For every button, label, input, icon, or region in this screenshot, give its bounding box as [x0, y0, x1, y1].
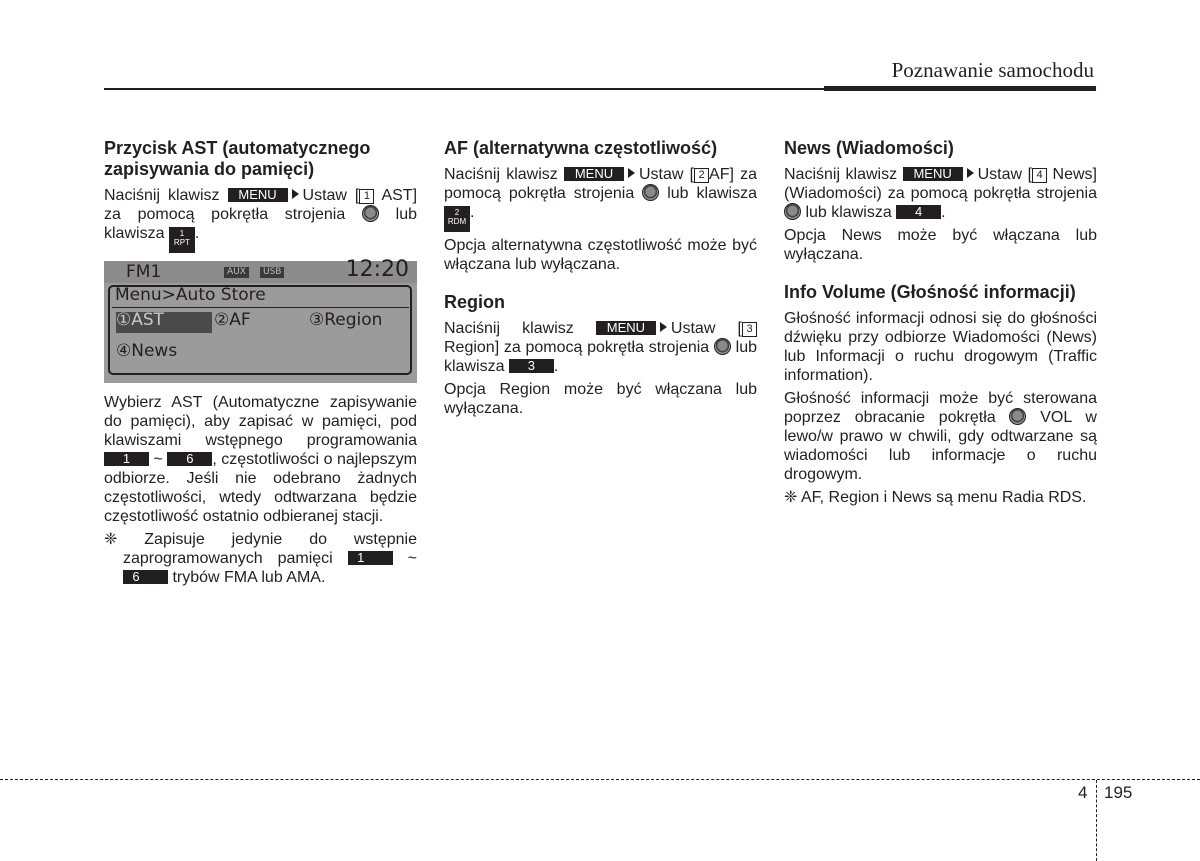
preset-6-key: 6 [167, 452, 212, 466]
circled-3-icon: 3 [742, 322, 757, 337]
tuning-knob-icon [642, 184, 659, 201]
display-divider [112, 307, 409, 308]
circled-2-icon: 2 [694, 168, 709, 183]
news-heading: News (Wiadomości) [784, 138, 954, 158]
preset-1-key: 1 [348, 551, 393, 565]
info-volume-heading: Info Volume (Głośność informacji) [784, 282, 1076, 302]
arrow-right-icon [660, 322, 667, 332]
rds-note: ❈ AF, Region i News są menu Radia RDS. [784, 489, 1087, 506]
display-usb-badge: USB [260, 267, 284, 278]
display-item-af: ②AF [214, 310, 251, 330]
ast-heading: Przycisk AST (automatycznego zapisywania do pamięci) [104, 138, 371, 179]
preset-6-key: 6 [123, 570, 168, 584]
circled-1-icon: 1 [359, 189, 374, 204]
column-af-region [444, 138, 757, 422]
news-description: Opcja News może być włączana lub wyłączana. [784, 227, 1097, 263]
region-description: Opcja Region może być włączana lub wyłączana. [444, 381, 757, 417]
circled-4-icon: 4 [1032, 168, 1047, 183]
footer-divider [1096, 780, 1097, 861]
tuning-knob-icon [362, 205, 379, 222]
display-item-ast: ①AST [116, 310, 165, 330]
menu-key: MENU [903, 167, 963, 181]
ast-instruction: Naciśnij klawisz MENU Ustaw [ 1 AST] za pomocą pokrętła strojenia lub klawisza 1 RPT . [104, 186, 417, 253]
column-ast [104, 138, 417, 591]
display-item-news: ④News [116, 341, 178, 361]
region-heading: Region [444, 292, 505, 312]
arrow-right-icon [292, 189, 299, 199]
radio-display-screenshot [104, 257, 417, 383]
page-number: 195 [1104, 783, 1133, 802]
arrow-right-icon [967, 168, 974, 178]
news-instruction: Naciśnij klawisz MENU Ustaw [ 4 News] (Wiadomości) za pomocą pokrętła strojenia lub klawisza 4 . [784, 166, 1097, 221]
menu-key: MENU [564, 167, 624, 181]
preset-1-key: 1 [104, 452, 149, 466]
preset-1-key: 1 RPT [169, 227, 195, 253]
chapter-number: 4 [1078, 783, 1088, 802]
volume-knob-icon [1009, 408, 1026, 425]
preset-2-key: 2 RDM [444, 206, 470, 232]
display-menu-path: Menu>Auto Store [115, 285, 266, 305]
display-band: FM1 [126, 262, 162, 282]
display-aux-badge: AUX [224, 267, 249, 278]
menu-key: MENU [228, 188, 288, 202]
info-volume-description: Głośność informacji odnosi się do głośności dźwięku przy odbiorze Wiadomości (News) lub Informacji o ruchu drogowym (Traffic information). [784, 310, 1097, 384]
display-clock: 12:20 [345, 257, 409, 282]
page-header-title: Poznawanie samochodu [891, 58, 1094, 82]
ast-note: ❈ Zapisuje jedynie do wstępnie zaprogramowanych pamięci 1 ~ 6 trybów FMA lub AMA. [104, 531, 417, 586]
af-description: Opcja alternatywna częstotliwość może być włączana lub wyłączana. [444, 237, 757, 273]
info-volume-control: Głośność informacji może być sterowana poprzez obracanie pokrętła VOL w lewo/w prawo w chwili, gdy odtwarzane są wiadomości lub informacje o ruchu drogowym. [784, 390, 1097, 483]
preset-4-key: 4 [896, 205, 941, 219]
footer-rule [0, 779, 1200, 780]
af-heading: AF (alternatywna częstotliwość) [444, 138, 718, 158]
region-instruction: Naciśnij klawisz MENU Ustaw [ 3 Region] za pomocą pokrętła strojenia lub klawisza 3 . [444, 320, 757, 375]
display-item-region: ③Region [309, 310, 383, 330]
tuning-knob-icon [784, 203, 801, 220]
column-news-info [784, 138, 1097, 511]
af-instruction: Naciśnij klawisz MENU Ustaw [ 2 AF] za pomocą pokrętła strojenia lub klawisza 2 RDM . [444, 165, 757, 232]
arrow-right-icon [628, 168, 635, 178]
preset-3-key: 3 [509, 359, 554, 373]
menu-key: MENU [596, 321, 656, 335]
ast-description: Wybierz AST (Automatyczne zapisywanie do pamięci), aby zapisać w pamięci, pod klawiszami wstępnego programowania 1 ~ 6 , częstotliwości o najlepszym odbiorze. Jeśli nie odebrano żadnych częstotliwości, wtedy odtwarzana będzie częstotliwość ostatnio odbieranej stacji. [104, 394, 417, 525]
header-rule-accent [824, 86, 1096, 91]
tuning-knob-icon [714, 338, 731, 355]
